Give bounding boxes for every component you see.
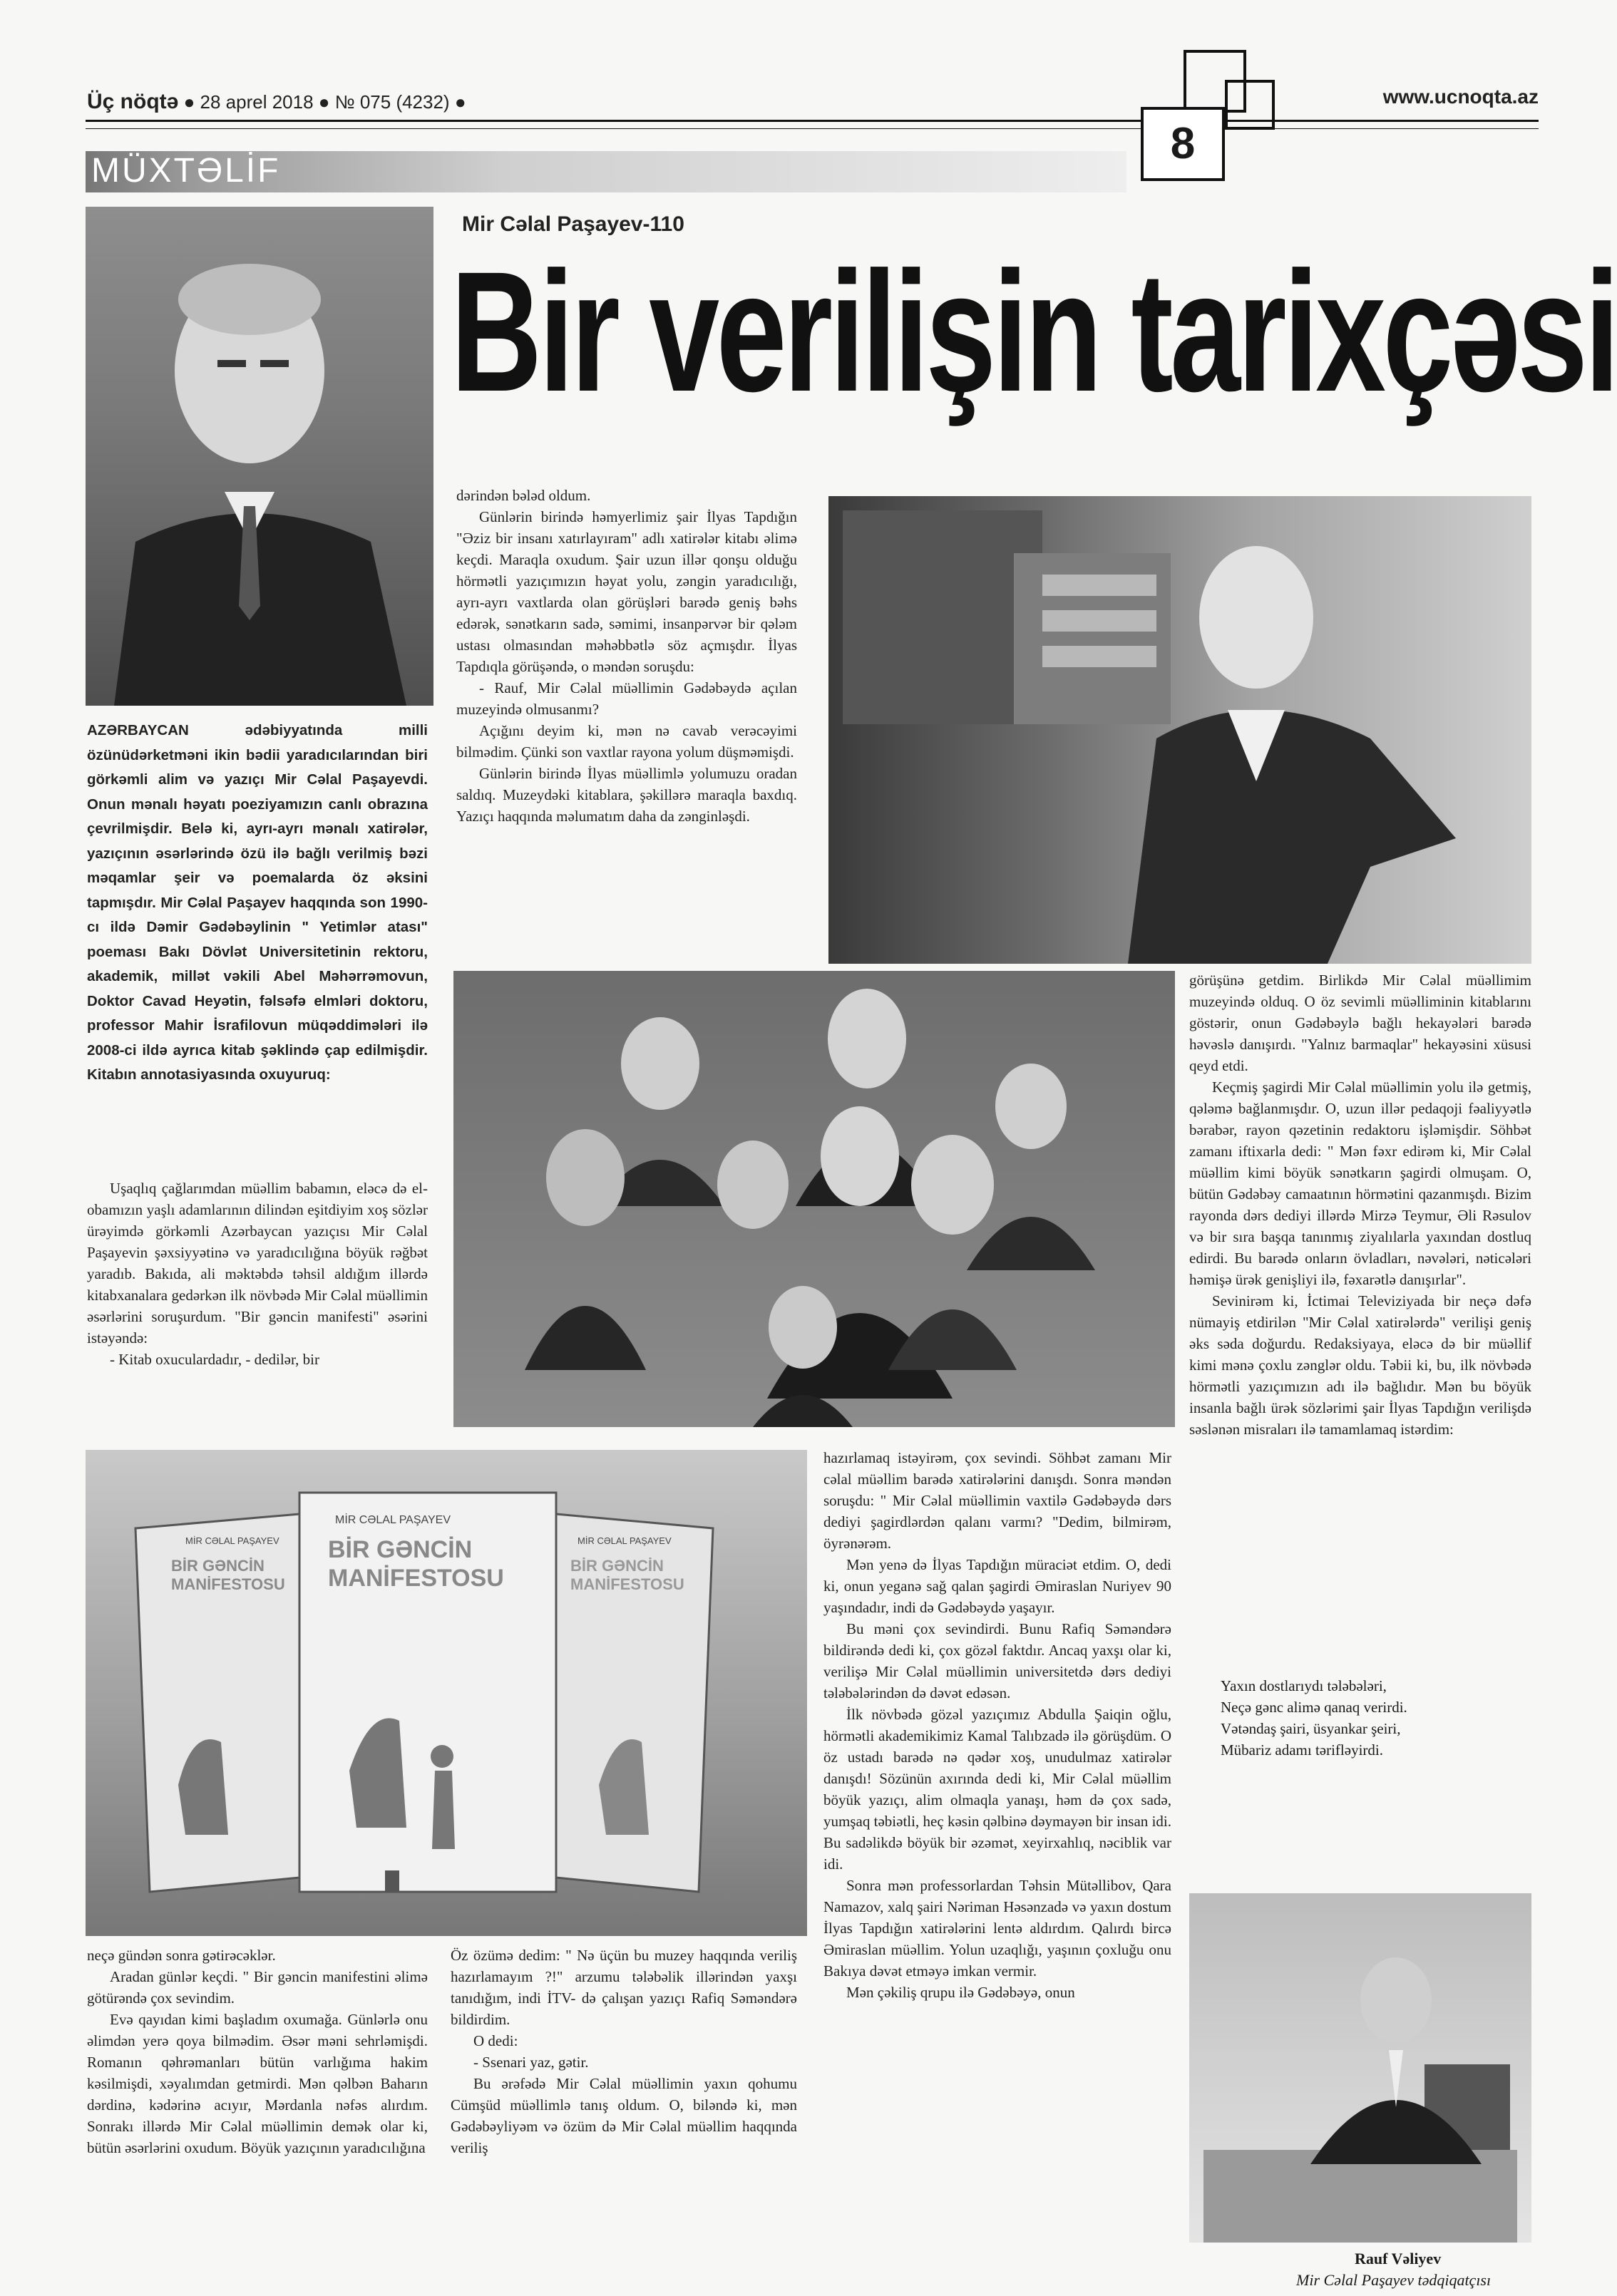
bullet-icon: ● — [183, 91, 200, 113]
book-cover-title: BİR GƏNCİN MANİFESTOSU — [171, 1557, 285, 1593]
book-cover-title: BİR GƏNCİN MANİFESTOSU — [328, 1536, 504, 1592]
section-label: MÜXTƏLİF — [91, 152, 281, 190]
study-photo — [828, 496, 1531, 964]
book-cover-author: MİR CƏLAL PAŞAYEV — [185, 1535, 279, 1546]
family-figures — [453, 971, 1175, 1427]
paragraph: neçə gündən sonra gətirəcəklər. — [87, 1947, 276, 1964]
bullet-icon: ● — [318, 91, 335, 113]
column-3-top — [1189, 969, 1531, 1440]
paragraph: Günlərin birində həmyerlimiz şair İlyas Tapdığın "Əziz bir insanı xatırlayıram" adlı xatirələr kitabı əlimə keçdi. Maraqla oxudum. Şair uzun illər qonşu olduğu hörmətli yazıçımızın həyat yolu, zəngin yaradıcılığı, ayrı-ayrı vaxtlarda olan görüşləri barədə geniş bəhs edərək, sənətkarın sadə, səmimi, insanpərvər bir qələm ustası olmasından məhəbbətlə söz açmışdır. İlyas Tapdıqla görüşəndə, o məndən soruşdu: — [456, 508, 797, 675]
paper-name: Üç nöqtə — [87, 90, 179, 113]
seated-man-figure — [828, 496, 1531, 964]
author-role: Mir Cəlal Paşayev tədqiqatçısı — [1296, 2271, 1492, 2289]
page-number: 8 — [1141, 107, 1225, 181]
logo-square-icon — [1225, 80, 1275, 130]
paragraph: Sonra mən professorlardan Təhsin Mütəllibov, Qara Namazov, xalq şairi Nəriman Həsənzadə və yaxın dostum İlyas Tapdığın xatirələrini lentə aldırdım. Qalırdı bircə Əmiraslan müəllim. Yolun uzaqlığı, yaşının çoxluğu onu Bakıya dəvət etməyə imkan vermir. — [823, 1877, 1171, 1980]
book-cover-author: MİR CƏLAL PAŞAYEV — [335, 1514, 451, 1526]
paragraph: - Kitab oxuculardadır, - dedilər, bir — [110, 1351, 319, 1368]
paragraph: O dedi: — [473, 2032, 518, 2049]
poem-line: Mübariz adamı tərifləyirdi. — [1221, 1741, 1383, 1759]
column-mid — [823, 1447, 1171, 2003]
paragraph: Uşaqlıq çağlarımdan müəllim babamın, eləcə də el-obamızın yaşlı adamlarının dilindən eşitdiyim xoş sözlər ürəyimdə görkəmli Azərbaycan yazıçısı Mir Cəlal Paşayevin şəxsiyyətinə və yaradıcılığına böyük rəğbət yaradıb. Bakıda, ali məktəbdə təhsil aldığım illərdə kitabxanalara gedərkən ilk növbədə Mir Cəlal müəllimin əsərlərini soruşurdum. "Bir gəncin manifesti" əsərini istəyəndə: — [87, 1180, 428, 1347]
book-cover-author: MİR CƏLAL PAŞAYEV — [578, 1535, 672, 1546]
bullet-icon: ● — [454, 91, 466, 113]
paragraph: Açığını deyim ki, mən nə cavab verəcəyimi bilmədim. Çünki son vaxtlar rayona yolum düşməmişdi. — [456, 722, 797, 761]
article-intro: AZƏRBAYCAN ədəbiyyatında milli özünüdərketməni ikin bədii yaradıcılarından biri görkəmli alim və yazıçı Mir Cəlal Paşayevdi. Onun mənalı həyatı poeziyamızın canlı obrazına çevrilmişdir. Belə ki, ayrı-ayrı mənalı xatirələr, yazıçının əsərlərində özü ilə bağlı verilmiş bəzi məqamlar şeir və poemalarda öz əksini tapmışdır. Mir Cəlal Paşayev haqqında son 1990-cı ildə Dəmir Gədəbəylinin " Yetimlər atası" poeması Bakı Dövlət Universitetinin rektoru, akademik, millət vəkili Abel Məhərrəmovun, Doktor Cavad Heyətin, fəlsəfə elmləri doktoru, professor Mahir İsrafilovun müqəddimələri ilə 2008-ci ildə ayrıca kitab şəklində çap edilmişdir. Kitabın annotasiyasında oxuyuruq: — [87, 722, 428, 1083]
portrait-figure — [86, 207, 433, 706]
author-name: Rauf Vəliyev — [1355, 2250, 1442, 2267]
paragraph: Mən yenə də İlyas Tapdığın müraciət etdim. O, dedi ki, onun yeganə sağ qalan şagirdi Əmiraslan Nuriyev 90 yaşındadır, indi də Gədəbəydə yaşayır. — [823, 1556, 1171, 1616]
paragraph: Evə qayıdan kimi başladım oxumağa. Günlərlə onu əlimdən yerə qoya bilmədim. Əsər məni sehrləmişdi. Romanın qəhrəmanları bütün varlığıma hakim kəsilmişdi, xəyalımdan getmirdi. Mən qəlbən Baharın dərdinə, kədərinə acıyır, Mərdanla nəfəs alırdım. Sonrakı illərdə Mir Cəlal müəllimin demək olar ki, bütün əsərlərini oxudum. Böyük yazıçının yaradıcılığına — [87, 2011, 428, 2156]
issue-number: № 075 (4232) — [334, 91, 450, 113]
paragraph: Bu ərəfədə Mir Cəlal müəllimin yaxın qohumu Cümşüd müəllimlə tanış oldum. O, biləndə ki, mən Gədəbəyliyəm və özüm də Mir Cəlal müəllim haqqında veriliş — [451, 2075, 797, 2156]
masthead-info — [87, 90, 466, 114]
books-photo — [86, 1450, 807, 1936]
portrait-photo — [86, 207, 433, 706]
family-photo — [453, 971, 1175, 1427]
website-link[interactable]: www.ucnoqta.az — [1382, 86, 1539, 108]
header-rule — [86, 120, 1539, 122]
article-headline: Bir verilişin tarixçəsi — [451, 236, 1617, 427]
header-rule-thin — [86, 128, 1539, 129]
poem — [1221, 1675, 1506, 1761]
poem-line: Vətəndaş şairi, üsyankar şeiri, — [1221, 1720, 1401, 1737]
paragraph: - Rauf, Mir Cəlal müəllimin Gədəbəydə açılan muzeyində olmusanmı? — [456, 679, 797, 718]
book-cover-title: BİR GƏNCİN MANİFESTOSU — [570, 1557, 684, 1593]
column-1-bottom — [87, 1945, 428, 2158]
paragraph: görüşünə getdim. Birlikdə Mir Cəlal müəllimim muzeyində olduq. O öz sevimli müəlliminin kitablarını göstərir, onun Gədəbəylə bağlı hekayələri barədə həvəslə danışırdı. "Yalnız barmaqlar" hekayəsini xüsusi qeyd etdi. — [1189, 972, 1531, 1074]
paragraph: Aradan günlər keçdi. " Bir gəncin manifestini əlimə götürəndə çox sevindim. — [87, 1968, 428, 2007]
article-kicker: Mir Cəlal Paşayev-110 — [462, 212, 684, 236]
paragraph: hazırlamaq istəyirəm, çox sevindi. Söhbət zamanı Mir cəlal müəllim barədə xatirələrini danışdı. Sonra məndən soruşdu: " Mir Cəlal müəllimin vaxtilə Gədəbəydə dərs dediyi şagirdlərdən qalanı varmı? "Dedim, bilmirəm, öyrənərəm. — [823, 1449, 1171, 1552]
column-1-top — [87, 1178, 428, 1370]
paragraph: Mən çəkiliş qrupu ilə Gədəbəyə, onun — [846, 1984, 1075, 2001]
author-figure — [1189, 1893, 1531, 2243]
paragraph: Keçmiş şagirdi Mir Cəlal müəllimin yolu ilə getmiş, qələmə bağlanmışdır. O, uzun illər pedaqoji fəaliyyətlə bərabər, rayon qəzetinin redaktoru işləmişdir. Söhbət zamanı iftixarla dedi: " Mən fəxr edirəm ki, Mir Cəlal müəllim kimi böyük sənətkarın şagirdi olmuşam. O, bütün Gədəbəy camaatının hörmətini qazanmışdı. Bizim rayonda dərs dediyi illərdə Mirzə Teymur, Əli Rəsulov və bir sıra başqa tanınmış ziyalılarla yaxından dostluq edirdi. Bu barədə onların övladları, nəvələri, nəticələri həmişə ürək genişliyi ilə, fəxarətlə danışırlar". — [1189, 1078, 1531, 1288]
paragraph: İlk növbədə gözəl yazıçımız Abdulla Şaiqin oğlu, hörmətli akademikimiz Kamal Talıbzadə ilə görüşdüm. O öz ustadı barədə nə qədər xoş, unudulmaz xatirələr danışdı! Sözünün axırında dedi ki, Mir Cəlal müəllim böyük yazıçı, alim olmaqla yanaşı, həm də çox sadə, yumşaq təbiətli, heç kəsin qəlbinə dəymayən bir insan idi. Bu sadəlikdə böyük bir əzəmət, xeyirxahlıq, nəciblik var idi. — [823, 1706, 1171, 1873]
column-2-bottom — [451, 1945, 797, 2158]
poem-line: Neçə gənc alimə qanaq verirdi. — [1221, 1699, 1407, 1716]
column-2-top — [456, 485, 797, 827]
issue-date: 28 aprel 2018 — [200, 91, 314, 113]
paragraph: Bu məni çox sevindirdi. Bunu Rafiq Səməndərə bildirəndə dedi ki, çox gözəl faktdır. Ancaq yaxşı olar ki, verilişə Mir Cəlal müəllimin universitetdə dərs dediyi tələbələrindən də dəvət edəsən. — [823, 1620, 1171, 1702]
paragraph: Öz özümə dedim: " Nə üçün bu muzey haqqında veriliş hazırlamayım ?!" arzumu tələbəlik illərindən yaxşı tanıdığım, indi İTV- də çalışan yazıçı Rafiq Səməndərə bildirdim. — [451, 1947, 797, 2028]
poem-line: Yaxın dostlarıydı tələbələri, — [1221, 1677, 1387, 1694]
paragraph: - Ssenari yaz, gətir. — [473, 2054, 589, 2071]
author-photo — [1189, 1893, 1531, 2243]
paragraph: Günlərin birində İlyas müəllimlə yolumuzu oradan saldıq. Muzeydəki kitablara, şəkillərə maraqla baxdıq. Yazıçı haqqında məlumatım daha da zənginləşdi. — [456, 765, 797, 825]
paragraph: dərindən bələd oldum. — [456, 487, 591, 504]
paragraph: Sevinirəm ki, İctimai Televiziyada bir neçə dəfə nümayiş etdirilən "Mir Cəlal xatirələrdə" verilişi geniş əks səda doğurdu. Redaksiyaya, eləcə də bir müəllif kimi mənə çoxlu zənglər oldu. Təbii ki, bu, ilk növbədə hörmətli yazıçımızın adı ilə bağlıdır. Mən bu böyük insanla bağlı ürək sözlərimi şair İlyas Tapdığın verilişdə səslənən misraları ilə tamamlamaq istərdim: — [1189, 1292, 1531, 1438]
